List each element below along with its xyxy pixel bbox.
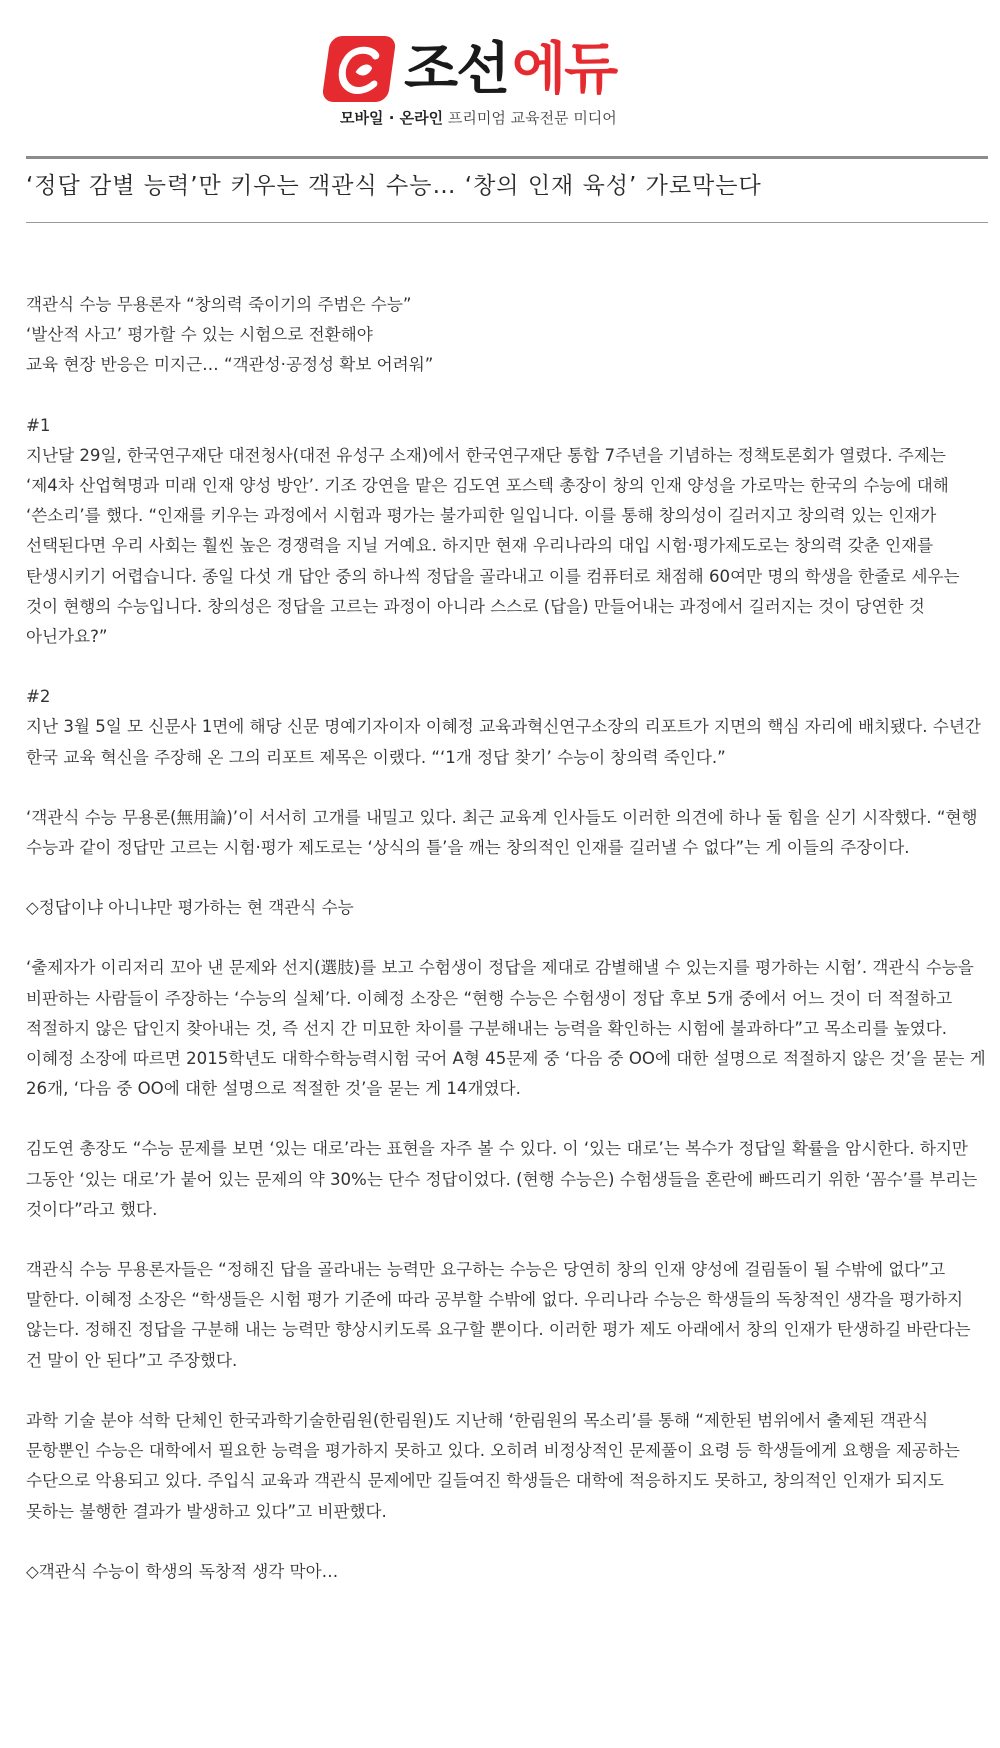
- section-1-text: 지난달 29일, 한국연구재단 대전청사(대전 유성구 소재)에서 한국연구재단 통합 7주년을 기념하는 정책토론회가 열렸다. 주제는 ‘제4차 산업혁명과 미래 인재 양성 방안’. 기조 강연을 맡은 김도연 포스텍 총장이 창의 인재 양성을 가로막는 한국의 수능에 대해 ‘쓴소리’를 했다. “인재를 키우는 과정에서 시험과 평가는 불가피한 일입니다. 이를 통해 창의성이 길러지고 창의력 있는 인재가 선택된다면 우리 사회는 훨씬 높은 경쟁력을 지닐 거예요. 하지만 현재 우리나라의 대입 시험·평가제도로는 창의력 갖춘 인재를 탄생시키기 어렵습니다. 종일 다섯 개 답안 중의 하나씩 정답을 골라내고 이를 컴퓨터로 채점해 60여만 명의 학생을 한줄로 세우는 것이 현행의 수능입니다. 창의성은 정답을 고르는 과정이 아니라 스스로 (답을) 만들어내는 과정에서 길러지는 것이 당연한 것 아닌가요?”: [26, 445, 960, 647]
- subhead-1: 객관식 수능 무용론자 “창의력 죽이기의 주범은 수능”: [26, 295, 412, 314]
- article-body: [26, 290, 988, 1617]
- headline-divider: [26, 222, 988, 223]
- chosun-edu-logo[interactable]: [326, 36, 636, 106]
- logo-text-edu: 에듀: [512, 37, 617, 102]
- section-2: [26, 682, 988, 773]
- masthead: [0, 0, 1000, 152]
- tagline-rest: 프리미엄 교육전문 미디어: [443, 109, 617, 127]
- tagline-bold: 모바일 · 온라인: [340, 109, 444, 127]
- paragraph-kim: 김도연 총장도 “수능 문제를 보면 ‘있는 대로’라는 표현을 자주 볼 수 있다. 이 ‘있는 대로’는 복수가 정답일 확률을 암시한다. 하지만 그동안 ‘있는 대로’가 붙어 있는 문제의 약 30%는 단수 정답이었다. (현행 수능은) 수험생들을 혼란에 빠뜨리기 위한 ‘꼼수’를 부리는 것이다”라고 했다.: [26, 1139, 978, 1219]
- section-heading-2: ◇객관식 수능이 학생의 독창적 생각 막아…: [26, 1561, 339, 1581]
- section-1-marker: #1: [26, 415, 51, 435]
- article-headline: ‘정답 감별 능력’만 키우는 객관식 수능… ‘창의 인재 육성’ 가로막는다: [26, 173, 762, 199]
- section-heading-1: ◇정답이냐 아니냐만 평가하는 현 객관식 수능: [26, 898, 354, 918]
- subhead-2: ‘발산적 사고’ 평가할 수 있는 시험으로 전환해야: [26, 325, 373, 345]
- paragraph-academy: 과학 기술 분야 석학 단체인 한국과학기술한림원(한림원)도 지난해 ‘한림원의 목소리’를 통해 “제한된 범위에서 출제된 객관식 문항뿐인 수능은 대학에서 필요한 능력을 평가하지 못하고 있다. 오히려 비정상적인 문제풀이 요령 등 학생들에게 요행을 제공하는 수단으로 악용되고 있다. 주입식 교육과 객관식 문제에만 길들여진 학생들은 대학에 적응하지도 못하고, 창의적인 인재가 되지도 못하는 불행한 결과가 발생하고 있다”고 비판했다.: [26, 1410, 960, 1521]
- paragraph-examiner: ‘출제자가 이리저리 꼬아 낸 문제와 선지(選肢)를 보고 수험생이 정답을 제대로 감별해낼 수 있는지를 평가하는 시험’. 객관식 수능을 비판하는 사람들이 주장하는 ‘수능의 실체’다. 이혜정 소장은 “현행 수능은 수험생이 정답 후보 5개 중에서 어느 것이 더 적절하고 적절하지 않은 답인지 찾아내는 것, 즉 선지 간 미묘한 차이를 구분해내는 능력을 확인하는 시험에 불과하다”고 목소리를 높였다. 이혜정 소장에 따르면 2015학년도 대학수학능력시험 국어 A형 45문제 중 ‘다음 중 OO에 대한 설명으로 적절하지 않은 것’을 묻는 게 26개, ‘다음 중 OO에 대한 설명으로 적절한 것’을 묻는 게 14개였다.: [26, 958, 986, 1099]
- section-1: [26, 411, 988, 653]
- logo-c-mark-icon: [321, 36, 396, 102]
- subhead-3: 교육 현장 반응은 미지근… “객관성·공정성 확보 어려워”: [26, 355, 434, 375]
- logo-text-chosun: 조선: [404, 37, 509, 102]
- subheads: [26, 290, 988, 381]
- tagline: [340, 108, 617, 128]
- section-2-marker: #2: [26, 687, 51, 707]
- section-2-text: 지난 3월 5일 모 신문사 1면에 해당 신문 명예기자이자 이혜정 교육과혁신연구소장의 리포트가 지면의 핵심 자리에 배치됐다. 수년간 한국 교육 혁신을 주장해 온 그의 리포트 제목은 이랬다. “‘1개 정답 찾기’ 수능이 창의력 죽인다.”: [26, 717, 981, 767]
- top-divider: [26, 156, 988, 159]
- paragraph-critics: 객관식 수능 무용론자들은 “정해진 답을 골라내는 능력만 요구하는 수능은 당연히 창의 인재 양성에 걸림돌이 될 수밖에 없다”고 말한다. 이혜정 소장은 “학생들은 시험 평가 기준에 따라 공부할 수밖에 없다. 우리나라 수능은 학생들의 독창적인 생각을 평가하지 않는다. 정해진 정답을 구분해 내는 능력만 향상시키도록 요구할 뿐이다. 이러한 평가 제도 아래에서 창의 인재가 탄생하길 바란다는 건 말이 안 된다”고 주장했다.: [26, 1260, 971, 1370]
- paragraph-useless-theory: ‘객관식 수능 무용론(無用論)’이 서서히 고개를 내밀고 있다. 최근 교육계 인사들도 이러한 의견에 하나 둘 힘을 싣기 시작했다. “현행 수능과 같이 정답만 고르는 시험·평가 제도로는 ‘상식의 틀’을 깨는 창의적인 인재를 길러낼 수 없다”는 게 이들의 주장이다.: [26, 807, 978, 858]
